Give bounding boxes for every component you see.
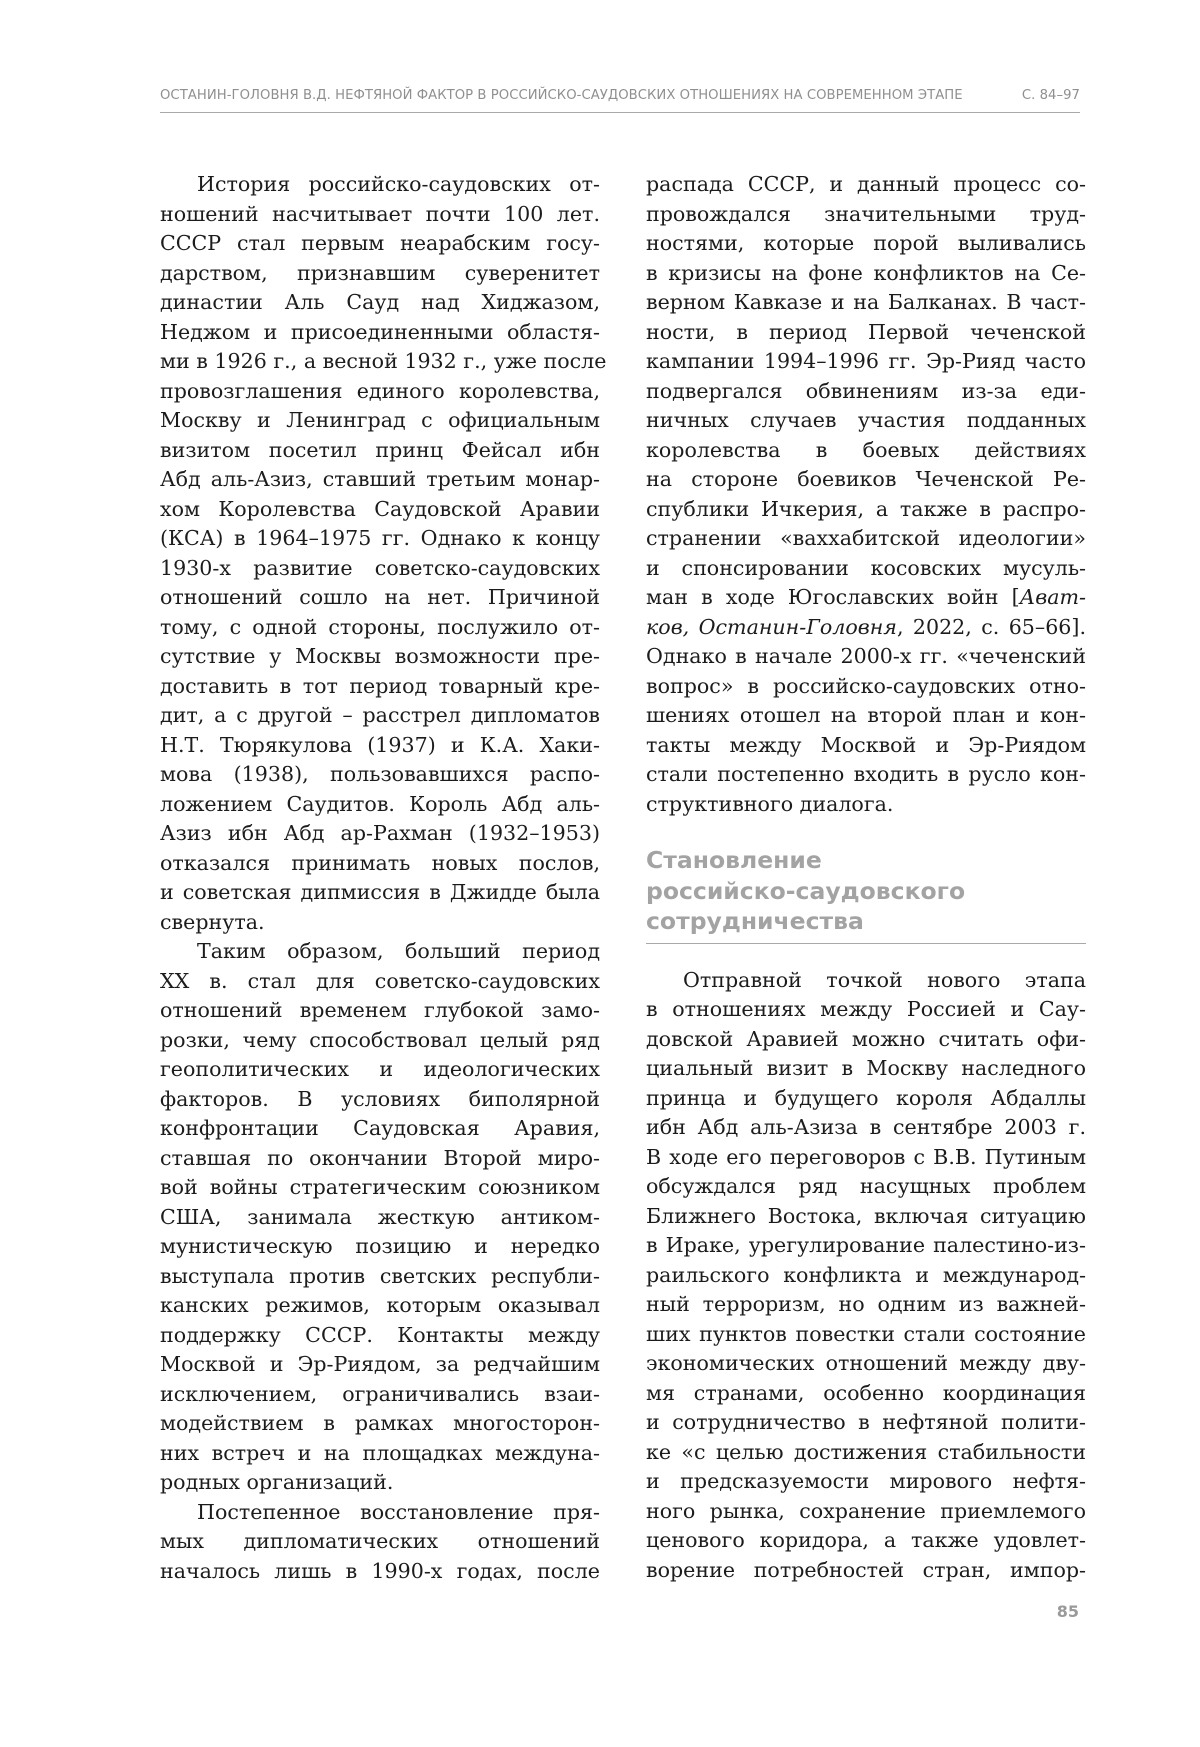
text-line: такты между Москвой и Эр-Риядом [646, 732, 1086, 757]
text-line: визитом посетил принц Фейсал ибн [160, 437, 600, 462]
text-line: мова (1938), пользовавшихся распо- [160, 762, 600, 786]
paragraph [646, 966, 1086, 1586]
text-line: отношений временем глубокой замо- [160, 998, 600, 1022]
text-line: отношений сошло на нет. Причиной [160, 585, 600, 609]
text-line: История российско-саудовских от- [197, 172, 600, 196]
text-line: экономических отношений между дву- [646, 1351, 1086, 1375]
left-column [160, 170, 607, 1586]
text-line: вой войны стратегическим союзником [160, 1175, 600, 1199]
text-line: Отправной точкой нового этапа [683, 967, 1086, 992]
text-line: мых дипломатических отношений [160, 1529, 600, 1553]
text-line: и советская дипмиссия в Джидде была [160, 880, 600, 904]
paragraph [160, 937, 600, 1498]
text-line: ничных случаев участия подданных [646, 408, 1086, 432]
text-line: Н.Т. Тюрякулова (1937) и К.А. Хаки- [160, 732, 600, 757]
citation-author: Ават- [1019, 585, 1086, 609]
section-heading-line: сотрудничества [646, 907, 864, 935]
text-line: США, занимала жесткую антиком- [160, 1204, 600, 1229]
text-line: СССР стал первым неарабским госу- [160, 231, 600, 255]
text-line: мунистическую позицию и нередко [160, 1234, 600, 1258]
text-line: дит, а с другой – расстрел дипломатов [160, 703, 600, 727]
text-line: ности, в период Первой чеченской [646, 319, 1086, 344]
section-divider [646, 943, 1086, 944]
text-line: XX в. стал для советско-саудовских [160, 968, 600, 993]
text-line: родных организаций. [160, 1470, 394, 1494]
text-line: Азиз ибн Абд ар-Рахман (1932–1953) [160, 821, 600, 845]
text-line: ставшая по окончании Второй миро- [160, 1145, 600, 1170]
text-line: на стороне боевиков Чеченской Ре- [646, 467, 1086, 491]
text-line: обсуждался ряд насущных проблем [646, 1174, 1086, 1198]
text-line: ших пунктов повестки стали состояние [646, 1321, 1086, 1346]
citation-author: ков, Останин-Головня [646, 614, 897, 639]
text-line: дарством, признавшим суверенитет [160, 260, 600, 285]
text-line: шениях отошел на второй план и кон- [646, 703, 1086, 727]
text-line: довской Аравией можно считать офи- [646, 1026, 1086, 1051]
text-line: Постепенное восстановление пря- [197, 1499, 600, 1524]
text-line: Москву и Ленинград с официальным [160, 408, 600, 432]
section-heading-line: российско-саудовского [646, 876, 966, 905]
text-line: розки, чему способствовал целый ряд [160, 1027, 600, 1052]
page-range: С. 84–97 [1021, 88, 1080, 103]
text-line: В ходе его переговоров с В.В. Путиным [646, 1144, 1086, 1169]
text-line: ков, Останин-Головня, 2022, с. 65–66]. [646, 614, 1086, 639]
text-line: династии Аль Сауд над Хиджазом, [160, 290, 600, 314]
text-line: сутствие у Москвы возможности пре- [160, 644, 600, 668]
text-line: принца и будущего короля Абдаллы [646, 1085, 1086, 1110]
running-title: ОСТАНИН-ГОЛОВНЯ В.Д. НЕФТЯНОЙ ФАКТОР В РОССИЙСКО-САУДОВСКИХ ОТНОШЕНИЯХ НА СОВРЕМЕННОМ ЭТАПЕ [160, 88, 963, 103]
paragraph [160, 1498, 600, 1587]
text-line: ке «с целью достижения стабильности [646, 1439, 1086, 1464]
text-line: выступала против светских республи- [160, 1263, 600, 1288]
text-line: мя странами, особенно координация [646, 1380, 1086, 1405]
text-line: в Ираке, урегулирование палестино-из- [646, 1233, 1086, 1257]
text-line: канских режимов, которым оказывал [160, 1293, 600, 1317]
text-line: королевства в боевых действиях [646, 437, 1086, 462]
paragraph [160, 170, 607, 937]
text-line: Москвой и Эр-Риядом, за редчайшим [160, 1352, 600, 1376]
text-line: ворение потребностей стран, импор- [646, 1557, 1086, 1582]
text-line: свернута. [160, 909, 265, 934]
header-divider [160, 112, 1080, 113]
text-line: раильского конфликта и международ- [646, 1262, 1086, 1287]
text-line: доставить в тот период товарный кре- [160, 673, 600, 698]
text-line: Неджом и присоединенными областя- [160, 319, 600, 344]
text-line: стали постепенно входить в русло кон- [646, 762, 1086, 786]
text-line: поддержку СССР. Контакты между [160, 1322, 600, 1347]
text-line: началось лишь в 1990-х годах, после [160, 1558, 600, 1583]
section-heading-line: Становление [646, 846, 822, 874]
text-line: отказался принимать новых послов, [160, 850, 600, 875]
text-line: модействием в рамках многосторон- [160, 1411, 600, 1435]
right-column [646, 170, 1086, 1585]
text-line: ман в ходе Югославских войн [Ават- [646, 585, 1086, 609]
text-line: Абд аль-Азиз, ставший третьим монар- [160, 467, 600, 491]
text-line: 1930-х развитие советско-саудовских [160, 555, 600, 580]
page-number: 85 [1056, 1602, 1079, 1621]
text-line: Таким образом, больший период [197, 939, 600, 963]
text-line: ибн Абд аль-Азиза в сентябре 2003 г. [646, 1115, 1086, 1139]
text-line: странении «ваххабитской идеологии» [646, 526, 1086, 550]
text-line: и сотрудничество в нефтяной полити- [646, 1410, 1086, 1434]
paragraph [646, 170, 1086, 819]
text-line: и спонсировании косовских мусуль- [646, 555, 1086, 580]
text-line: факторов. В условиях биполярной [160, 1086, 600, 1111]
text-line: распада СССР, и данный процесс со- [646, 172, 1086, 196]
section-heading [646, 845, 1086, 937]
text-line: ный терроризм, но одним из важней- [646, 1292, 1086, 1316]
text-line: вопрос» в российско-саудовских отно- [646, 673, 1086, 698]
text-line: ностями, которые порой выливались [646, 231, 1086, 255]
text-line: циальный визит в Москву наследного [646, 1056, 1086, 1080]
text-line: провождался значительными труд- [646, 201, 1086, 226]
text-line: Ближнего Востока, включая ситуацию [646, 1203, 1086, 1228]
running-header [160, 84, 1080, 108]
text-line: ного рынка, сохранение приемлемого [646, 1498, 1086, 1523]
text-line: ношений насчитывает почти 100 лет. [160, 201, 600, 226]
text-line: них встреч и на площадках междуна- [160, 1440, 600, 1465]
text-line: кампании 1994–1996 гг. Эр-Рияд часто [646, 349, 1086, 373]
text-line: и предсказуемости мирового нефтя- [646, 1469, 1086, 1493]
text-line: структивного диалога. [646, 791, 894, 816]
text-line: конфронтации Саудовская Аравия, [160, 1116, 600, 1140]
text-line: исключением, ограничивались взаи- [160, 1381, 600, 1406]
text-line: геополитических и идеологических [160, 1057, 600, 1081]
text-line: ми в 1926 г., а весной 1932 г., уже после [160, 349, 607, 373]
text-line: Однако в начале 2000-х гг. «чеченский [646, 644, 1086, 668]
text-line: (КСА) в 1964–1975 гг. Однако к концу [160, 526, 600, 550]
text-line: тому, с одной стороны, послужило от- [160, 614, 600, 639]
text-line: ценового коридора, а также удовлет- [646, 1528, 1086, 1552]
text-line: ложением Саудитов. Король Абд аль- [160, 791, 600, 816]
text-line: в кризисы на фоне конфликтов на Се- [646, 260, 1086, 285]
text-line: хом Королевства Саудовской Аравии [160, 496, 600, 521]
text-line: верном Кавказе и на Балканах. В част- [646, 290, 1086, 314]
text-line: провозглашения единого королевства, [160, 378, 600, 403]
text-line: подвергался обвинениям из-за еди- [646, 378, 1086, 403]
text-line: спублики Ичкерия, а также в распро- [646, 496, 1086, 521]
text-line: в отношениях между Россией и Сау- [646, 997, 1086, 1021]
